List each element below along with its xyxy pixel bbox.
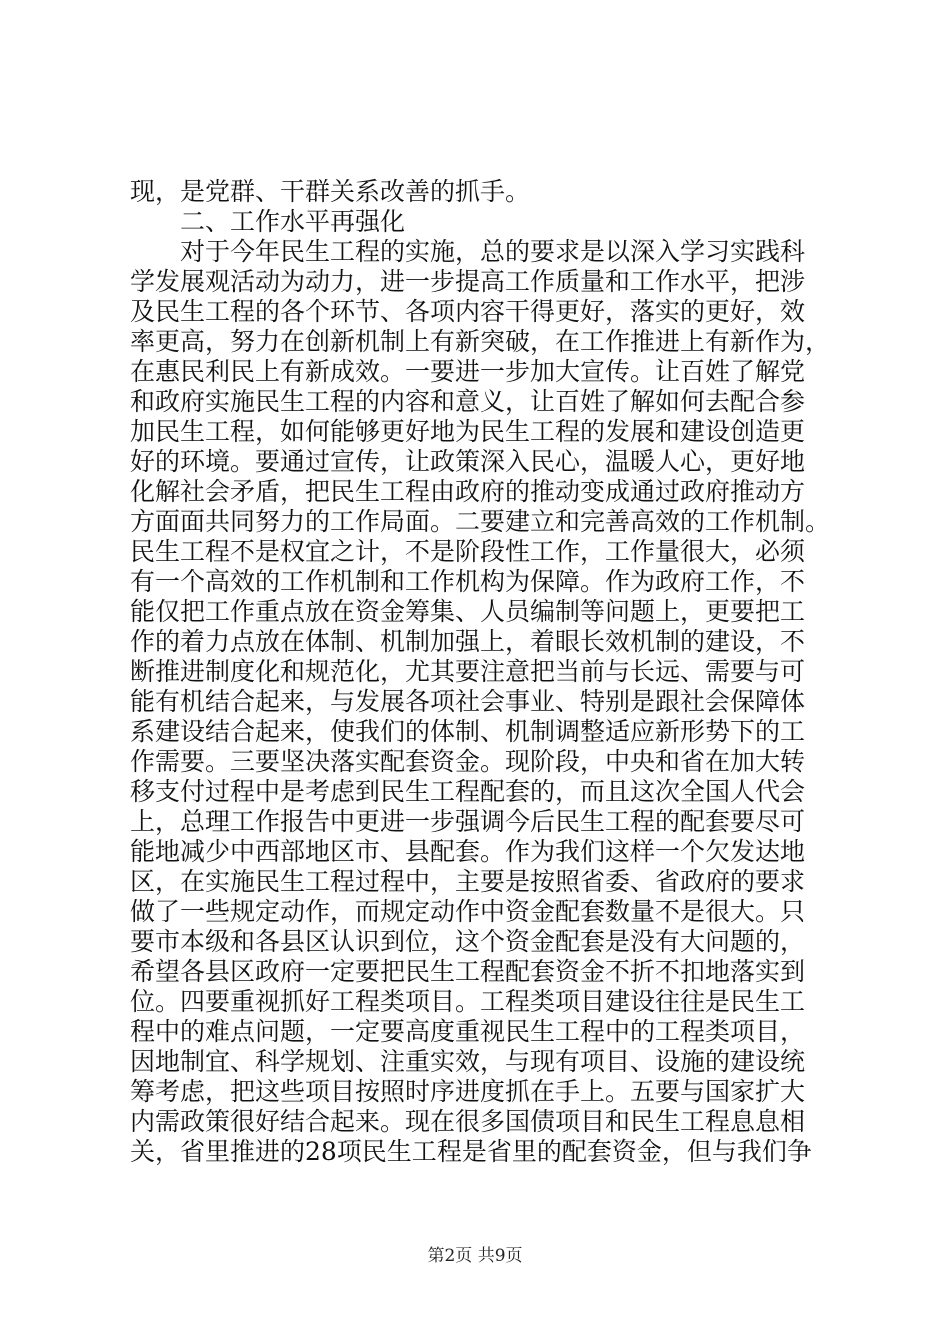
text-line: 断推进制度化和规范化，尤其要注意把当前与长远、需要与可 xyxy=(130,657,806,686)
text-line: 程中的难点问题，一定要高度重视民生工程中的工程类项目， xyxy=(130,1017,806,1046)
text-line: 能地减少中西部地区市、县配套。作为我们这样一个欠发达地 xyxy=(130,837,806,866)
text-line: 好的环境。要通过宣传，让政策深入民心，温暖人心，更好地 xyxy=(130,447,806,476)
text-line: 在惠民利民上有新成效。一要进一步加大宣传。让百姓了解党 xyxy=(130,357,806,386)
text-line: 方面面共同努力的工作局面。二要建立和完善高效的工作机制。 xyxy=(130,507,831,536)
text-line: 做了一些规定动作，而规定动作中资金配套数量不是很大。只 xyxy=(130,897,806,926)
text-line: 加民生工程，如何能够更好地为民生工程的发展和建设创造更 xyxy=(130,417,806,446)
section-heading: 二、工作水平再强化 xyxy=(180,207,406,236)
text-line: 和政府实施民生工程的内容和意义，让百姓了解如何去配合参 xyxy=(130,387,806,416)
text-line: 率更高，努力在创新机制上有新突破，在工作推进上有新作为， xyxy=(130,327,831,356)
text-line: 民生工程不是权宜之计，不是阶段性工作，工作量很大，必须 xyxy=(130,537,806,566)
text-line: 学发展观活动为动力，进一步提高工作质量和工作水平，把涉 xyxy=(130,267,806,296)
page-number-footer: 第2页 共9页 xyxy=(427,1246,523,1266)
text-line: 化解社会矛盾，把民生工程由政府的推动变成通过政府推动方 xyxy=(130,477,806,506)
text-line: 能有机结合起来，与发展各项社会事业、特别是跟社会保障体 xyxy=(130,687,806,716)
text-line: 区，在实施民生工程过程中，主要是按照省委、省政府的要求 xyxy=(130,867,806,896)
text-line: 上，总理工作报告中更进一步强调今后民生工程的配套要尽可 xyxy=(130,807,806,836)
text-line: 因地制宜、科学规划、注重实效，与现有项目、设施的建设统 xyxy=(130,1047,806,1076)
text-line: 希望各县区政府一定要把民生工程配套资金不折不扣地落实到 xyxy=(130,957,806,986)
text-line: 关，省里推进的28项民生工程是省里的配套资金，但与我们争 xyxy=(130,1137,812,1166)
text-line: 作需要。三要坚决落实配套资金。现阶段，中央和省在加大转 xyxy=(130,747,806,776)
text-line: 作的着力点放在体制、机制加强上，着眼长效机制的建设，不 xyxy=(130,627,806,656)
text-line: 有一个高效的工作机制和工作机构为保障。作为政府工作，不 xyxy=(130,567,806,596)
text-line: 及民生工程的各个环节、各项内容干得更好，落实的更好，效 xyxy=(130,297,806,326)
text-line: 移支付过程中是考虑到民生工程配套的，而且这次全国人代会 xyxy=(130,777,806,806)
text-line: 要市本级和各县区认识到位，这个资金配套是没有大问题的， xyxy=(130,927,806,956)
text-line: 现，是党群、干群关系改善的抓手。 xyxy=(130,177,531,206)
text-line: 位。四要重视抓好工程类项目。工程类项目建设往往是民生工 xyxy=(130,987,806,1016)
text-line: 系建设结合起来，使我们的体制、机制调整适应新形势下的工 xyxy=(130,717,806,746)
paragraph-first-line: 对于今年民生工程的实施，总的要求是以深入学习实践科 xyxy=(180,237,806,266)
text-line: 能仅把工作重点放在资金筹集、人员编制等问题上，更要把工 xyxy=(130,597,806,626)
text-line: 内需政策很好结合起来。现在很多国债项目和民生工程息息相 xyxy=(130,1107,806,1136)
text-line: 筹考虑，把这些项目按照时序进度抓在手上。五要与国家扩大 xyxy=(130,1077,806,1106)
body-text xyxy=(130,177,830,1167)
